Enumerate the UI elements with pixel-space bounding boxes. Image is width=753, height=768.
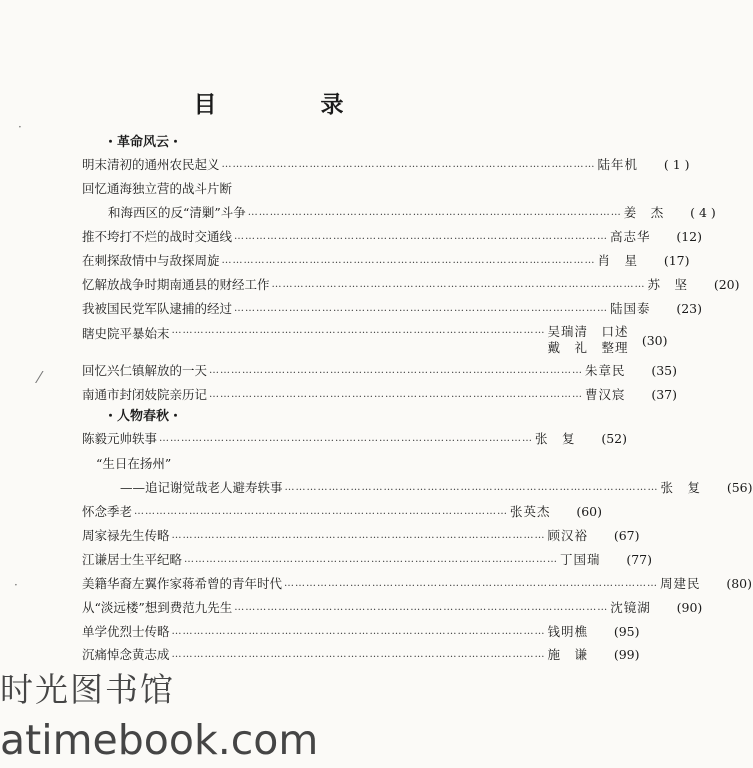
- entry-page: (52): [601, 430, 628, 446]
- page-title: 目 录: [193, 92, 392, 118]
- entry-title: 南通市封闭妓院亲历记: [82, 387, 208, 402]
- entry-title: 明末清初的通州农民起义: [82, 157, 220, 172]
- scan-speck: ·: [18, 120, 22, 134]
- toc-entry: [108, 201, 716, 223]
- entry-title: 单学优烈士传略: [82, 624, 170, 639]
- entry-page: (20): [713, 276, 740, 292]
- entry-page: (60): [576, 503, 603, 519]
- entry-author: 姜 杰: [623, 205, 665, 220]
- leader-dots: …………………………………………………………………………………………: [234, 601, 609, 613]
- toc-entry: [82, 500, 603, 522]
- entry-author: 曹汉宸: [585, 387, 626, 402]
- toc-entry: [82, 643, 640, 665]
- entry-author: 陆年机: [597, 157, 639, 172]
- entry-page: (77): [626, 551, 653, 567]
- entry-title: 美籍华裔左翼作家蒋希曾的青年时代: [82, 576, 283, 591]
- entry-author: 张 复: [660, 480, 702, 495]
- entry-page: (56): [726, 479, 753, 495]
- leader-dots: …………………………………………………………………………………………: [234, 230, 609, 242]
- entry-author: 苏 坚: [647, 277, 689, 292]
- entry-author: 施 谦: [547, 647, 589, 662]
- entry-title: 回忆通海独立营的战斗片断: [82, 181, 233, 196]
- entry-title: 周家禄先生传略: [82, 528, 170, 543]
- toc-entry: [82, 572, 753, 594]
- toc-entry: [82, 596, 703, 618]
- entry-authors: [548, 324, 640, 356]
- entry-page: (90): [676, 599, 703, 615]
- leader-dots: …………………………………………………………………………………………: [184, 553, 559, 565]
- toc-entry: [82, 383, 678, 405]
- leader-dots: …………………………………………………………………………………………: [209, 388, 584, 400]
- entry-author-editor: 戴 礼 整理: [547, 340, 629, 355]
- leader-dots: …………………………………………………………………………………………: [171, 325, 546, 336]
- toc-entry: [82, 177, 466, 199]
- entry-author: 陆国泰: [610, 301, 651, 316]
- toc-entry: [82, 321, 668, 359]
- section-heading-biographies: ・人物春秋・: [104, 409, 183, 424]
- toc-entry: [82, 620, 640, 642]
- entry-author: 肖 星: [597, 253, 639, 268]
- toc-entry: [82, 273, 740, 295]
- entry-page: (12): [676, 228, 703, 244]
- leader-dots: …………………………………………………………………………………………: [134, 505, 509, 517]
- toc-entry: [82, 359, 678, 381]
- leader-dots: …………………………………………………………………………………………: [221, 254, 596, 266]
- entry-author: 朱章民: [585, 363, 626, 378]
- toc-entry: [82, 153, 690, 175]
- toc-entry: [120, 476, 753, 498]
- entry-page: (17): [663, 252, 690, 268]
- entry-title: 陈毅元帅轶事: [82, 431, 158, 446]
- leader-dots: …………………………………………………………………………………………: [209, 364, 584, 376]
- leader-dots: …………………………………………………………………………………………: [247, 206, 622, 218]
- toc-entry: [82, 249, 690, 271]
- entry-author: 张 复: [535, 431, 576, 446]
- entry-page: (99): [613, 646, 640, 662]
- entry-author: 吴瑞清 口述: [547, 324, 629, 339]
- entry-page: (95): [613, 623, 640, 639]
- leader-dots: …………………………………………………………………………………………: [284, 577, 659, 589]
- toc-entry: [82, 427, 628, 449]
- entry-title: 江谦居士生平纪略: [82, 552, 183, 567]
- entry-author: 丁国瑞: [560, 552, 601, 567]
- entry-page: (30): [641, 332, 668, 348]
- entry-title: 瞎史院平暴始末: [82, 326, 170, 341]
- entry-title: 回忆兴仁镇解放的一天: [82, 363, 208, 378]
- leader-dots: …………………………………………………………………………………………: [221, 158, 596, 170]
- entry-page: ( 4 ): [690, 204, 716, 220]
- section-heading-revolution: ・革命风云・: [104, 135, 183, 150]
- leader-dots: …………………………………………………………………………………………: [271, 278, 646, 290]
- entry-page: (35): [651, 362, 678, 378]
- leader-dots: …………………………………………………………………………………………: [284, 481, 659, 493]
- toc-entry: [82, 297, 703, 319]
- toc-entry: [82, 548, 653, 570]
- entry-page: (23): [676, 300, 703, 316]
- watermark-chinese: 时光图书馆: [0, 670, 175, 709]
- toc-entry: [82, 524, 640, 546]
- entry-title: 和海西区的反“清剿”斗争: [108, 205, 246, 220]
- toc-entry: [96, 452, 454, 474]
- entry-title: 怀念季老: [82, 504, 133, 519]
- entry-title: “生日在扬州”: [96, 456, 172, 471]
- entry-title: ——追记谢觉哉老人避寿轶事: [120, 480, 283, 495]
- entry-author: 沈镜湖: [610, 600, 651, 615]
- watermark-url: atimebook.com: [0, 716, 319, 764]
- entry-author: 周建民: [660, 576, 701, 591]
- scan-speck: ·: [14, 578, 18, 592]
- entry-page: ( 1 ): [663, 156, 690, 172]
- leader-dots: …………………………………………………………………………………………: [159, 432, 534, 444]
- entry-author: 顾汉裕: [547, 528, 589, 543]
- leader-dots: …………………………………………………………………………………………: [171, 648, 546, 660]
- entry-title: 忆解放战争时期南通县的财经工作: [82, 277, 270, 292]
- toc-entry: [82, 225, 703, 247]
- entry-title: 我被国民党军队逮捕的经过: [82, 301, 233, 316]
- leader-dots: …………………………………………………………………………………………: [171, 529, 546, 541]
- entry-title: 从“淡远楼”想到费范九先生: [82, 600, 233, 615]
- entry-author: 钱明樵: [547, 624, 589, 639]
- entry-author: 高志华: [610, 229, 651, 244]
- entry-page: (67): [613, 527, 640, 543]
- entry-title: 推不垮打不烂的战时交通线: [82, 229, 233, 244]
- leader-dots: …………………………………………………………………………………………: [234, 302, 609, 314]
- entry-title: 沉痛悼念黄志成: [82, 647, 170, 662]
- pencil-mark: ⁄: [38, 368, 41, 387]
- entry-title: 在刺探敌情中与敌探周旋: [82, 253, 220, 268]
- entry-page: (37): [651, 386, 678, 402]
- entry-author: 张英杰: [510, 504, 551, 519]
- entry-page: (80): [726, 575, 753, 591]
- leader-dots: …………………………………………………………………………………………: [171, 625, 546, 637]
